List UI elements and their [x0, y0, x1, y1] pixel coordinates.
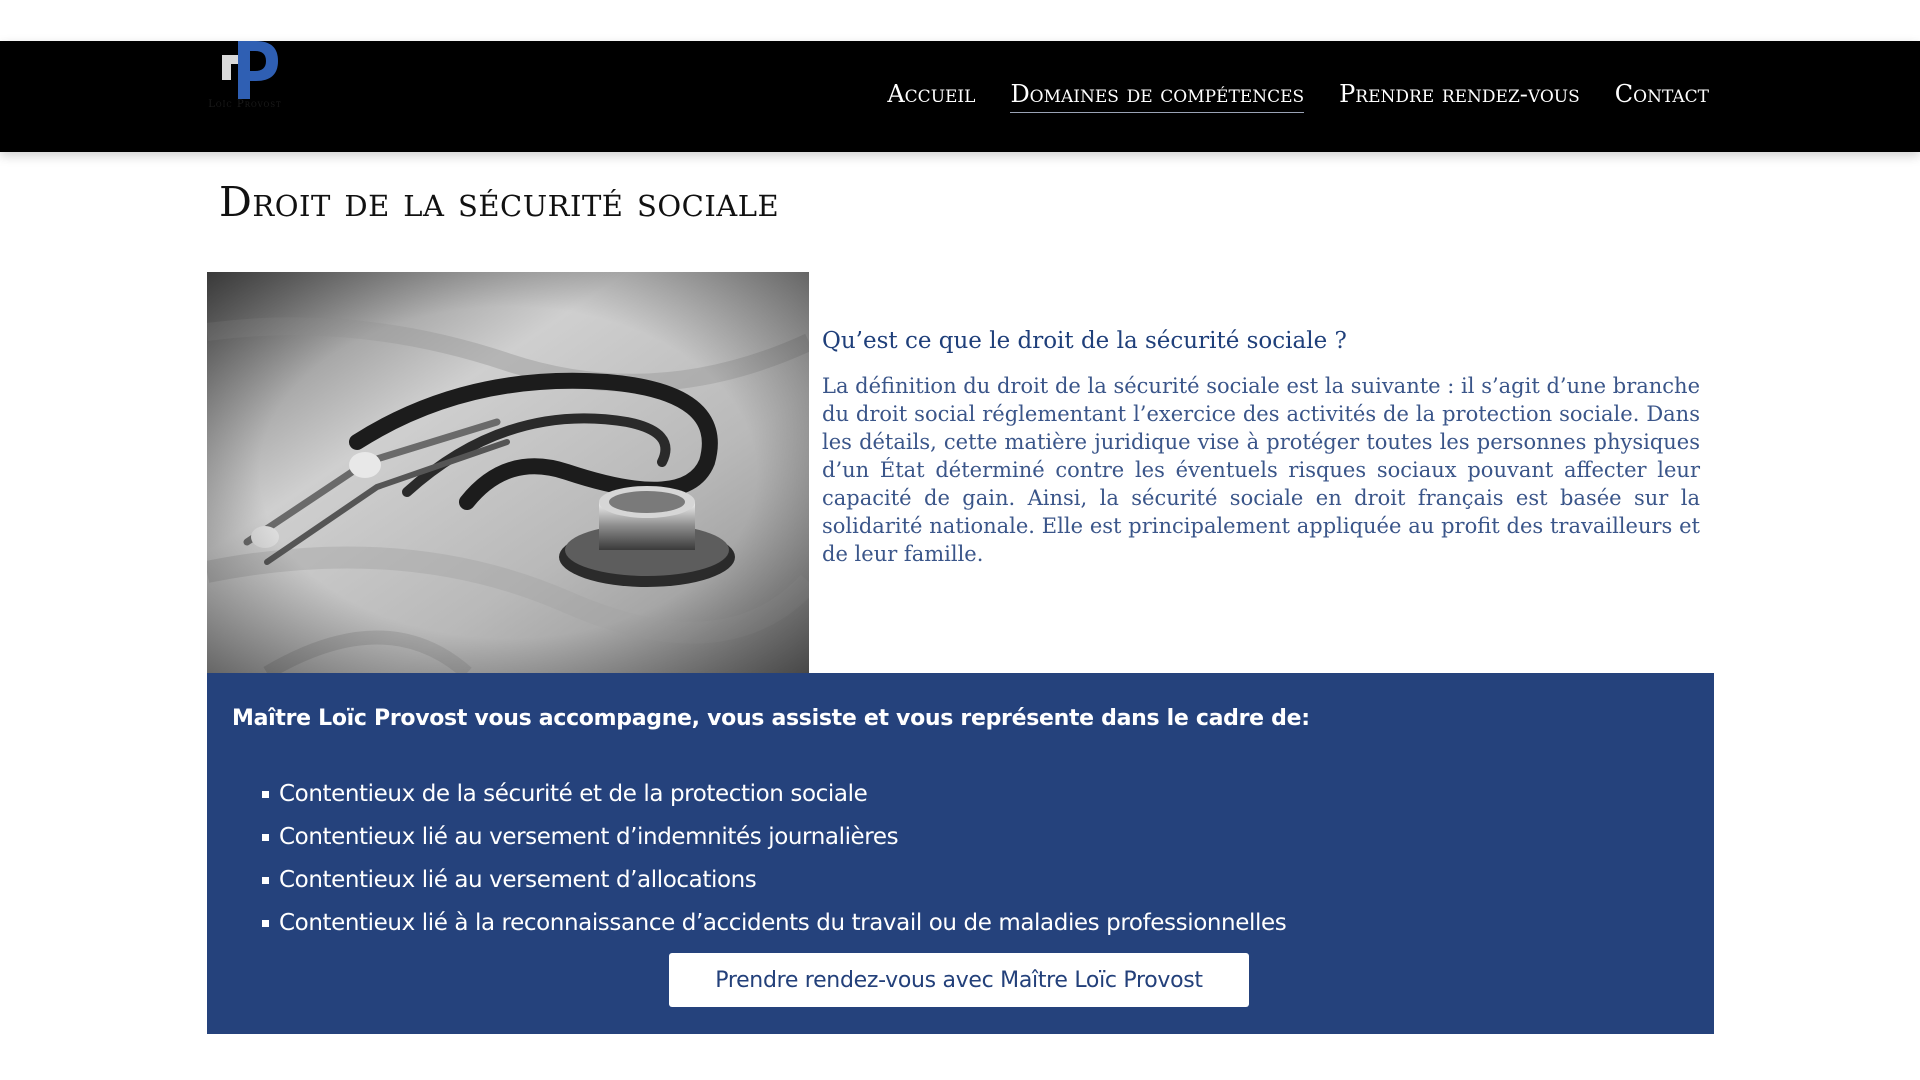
service-item [255, 816, 1286, 859]
page-title: Droit de la sécurité sociale [219, 178, 780, 226]
site-header [0, 41, 1920, 152]
service-item [255, 902, 1286, 945]
service-item [255, 773, 1286, 816]
services-list [255, 773, 1286, 945]
service-item-label: Contentieux lié au versement d’indemnités journalières [279, 824, 899, 850]
intro-heading: Qu’est ce que le droit de la sécurité sociale ? [822, 328, 1347, 354]
stethoscope-photo [207, 272, 809, 673]
square-bullet-icon [262, 791, 269, 798]
intro-section [822, 328, 1700, 568]
nav-accueil[interactable]: Accueil [887, 80, 976, 108]
nav-contact[interactable]: Contact [1614, 80, 1709, 108]
logo-text: Loïc Provost [208, 99, 282, 110]
service-item [255, 859, 1286, 902]
square-bullet-icon [262, 877, 269, 884]
service-item-label: Contentieux lié à la reconnaissance d’accidents du travail ou de maladies professionnelles [279, 910, 1287, 936]
stethoscope-illustration [207, 272, 809, 673]
service-item-label: Contentieux lié au versement d’allocations [279, 867, 757, 893]
nav-domaines-de-competences[interactable]: Domaines de compétences [1010, 80, 1304, 113]
services-panel [207, 673, 1714, 1034]
site-logo[interactable] [190, 41, 300, 121]
nav-prendre-rendez-vous[interactable]: Prendre rendez-vous [1339, 80, 1580, 108]
service-item-label: Contentieux de la sécurité et de la protection sociale [279, 781, 868, 807]
square-bullet-icon [262, 834, 269, 841]
square-bullet-icon [262, 920, 269, 927]
intro-text: La définition du droit de la sécurité sociale est la suivante : il s’agit d’une branche du droit social réglementant l’exercice des activités de la protection sociale. Dans les détails, cette matière juridique vise à protéger toutes les personnes physiques d’un État déterminé contre les éventuels risques sociaux pouvant affecter leur capacité de gain. Ainsi, la sécurité sociale en droit français est basée sur la solidarité nationale. Elle est principalement appliquée au profit des travailleurs et de leur famille. [822, 374, 1700, 566]
main-nav [887, 41, 1709, 152]
services-heading: Maître Loïc Provost vous accompagne, vous assiste et vous représente dans le cadre de: [232, 706, 1310, 731]
book-appointment-button[interactable]: Prendre rendez-vous avec Maître Loïc Provost [669, 953, 1249, 1007]
